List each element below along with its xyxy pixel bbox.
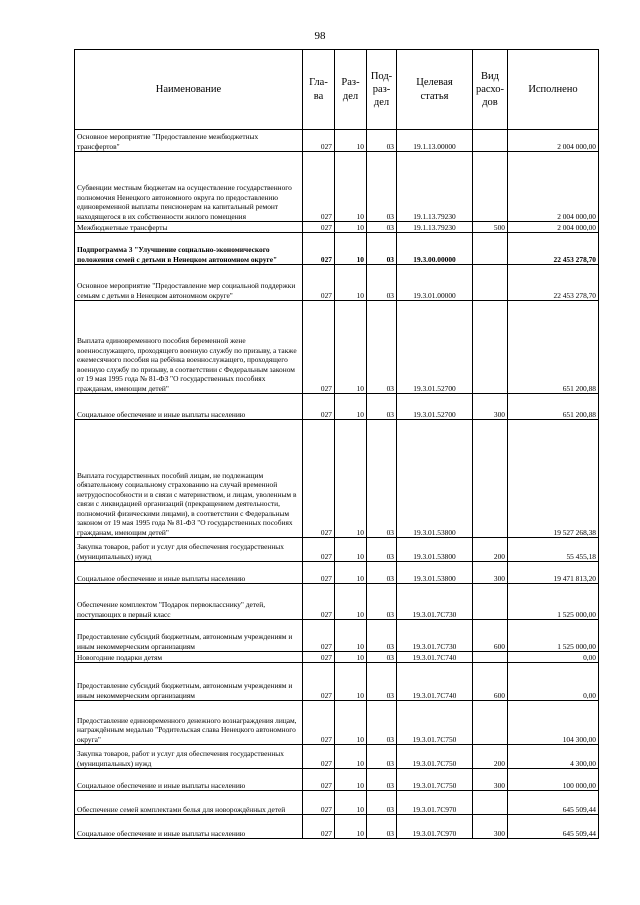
row-target-article: 19.3.01.7С730 xyxy=(397,584,473,620)
row-executed: 645 509,44 xyxy=(508,791,599,815)
row-subsection: 03 xyxy=(367,652,397,663)
table-row xyxy=(75,769,599,791)
row-target-article: 19.3.01.52700 xyxy=(397,394,473,420)
row-expense-type xyxy=(473,420,508,538)
table-row xyxy=(75,152,599,222)
col-header-name: Наименование xyxy=(75,50,303,130)
row-target-article: 19.3.01.7С740 xyxy=(397,652,473,663)
table-row xyxy=(75,562,599,584)
row-executed: 19 527 268,38 xyxy=(508,420,599,538)
row-name: Основное мероприятие "Предоставление межбюджетных трансфертов" xyxy=(75,130,303,152)
budget-table xyxy=(74,49,599,839)
row-section: 10 xyxy=(335,538,367,562)
row-chapter: 027 xyxy=(303,620,335,652)
row-expense-type xyxy=(473,152,508,222)
row-expense-type: 600 xyxy=(473,620,508,652)
row-subsection: 03 xyxy=(367,791,397,815)
row-section: 10 xyxy=(335,420,367,538)
row-executed: 1 525 000,00 xyxy=(508,584,599,620)
row-section: 10 xyxy=(335,233,367,265)
table-row xyxy=(75,620,599,652)
row-target-article: 19.1.13.79230 xyxy=(397,152,473,222)
row-executed: 0,00 xyxy=(508,663,599,701)
row-name: Социальное обеспечение и иные выплаты населению xyxy=(75,394,303,420)
row-subsection: 03 xyxy=(367,420,397,538)
col-header-chapter: Гла- ва xyxy=(303,50,335,130)
row-chapter: 027 xyxy=(303,791,335,815)
table-body xyxy=(75,130,599,839)
row-section: 10 xyxy=(335,663,367,701)
row-name: Выплата единовременного пособия беременной жене военнослужащего, проходящего военную службу по призыву, а также ежемесячного пособия на ребёнка военнослужащего, проходящего военную службу по призыву, в соответствии с Федеральным законом от 19 мая 1995 года № 81-ФЗ "О государственных пособиях гражданам, имеющим детей" xyxy=(75,301,303,394)
row-expense-type xyxy=(473,265,508,301)
row-expense-type: 200 xyxy=(473,538,508,562)
row-target-article: 19.3.01.7С750 xyxy=(397,769,473,791)
table-row xyxy=(75,420,599,538)
row-target-article: 19.3.01.00000 xyxy=(397,265,473,301)
row-expense-type xyxy=(473,584,508,620)
row-name: Подпрограмма 3 "Улучшение социально-экономического положения семей с детьми в Ненецком автономном округе" xyxy=(75,233,303,265)
col-header-subsection: Под- раз- дел xyxy=(367,50,397,130)
row-chapter: 027 xyxy=(303,769,335,791)
table-row xyxy=(75,233,599,265)
row-section: 10 xyxy=(335,394,367,420)
row-target-article: 19.1.13.79230 xyxy=(397,222,473,233)
row-name: Закупка товаров, работ и услуг для обеспечения государственных (муниципальных) нужд xyxy=(75,745,303,769)
row-expense-type xyxy=(473,233,508,265)
table-row xyxy=(75,584,599,620)
col-header-executed: Исполнено xyxy=(508,50,599,130)
row-expense-type xyxy=(473,701,508,745)
row-subsection: 03 xyxy=(367,584,397,620)
row-subsection: 03 xyxy=(367,769,397,791)
row-target-article: 19.3.01.7С970 xyxy=(397,815,473,839)
col-header-target: Целевая статья xyxy=(397,50,473,130)
table-row xyxy=(75,265,599,301)
row-chapter: 027 xyxy=(303,265,335,301)
row-section: 10 xyxy=(335,265,367,301)
row-expense-type xyxy=(473,301,508,394)
row-subsection: 03 xyxy=(367,620,397,652)
row-target-article: 19.3.01.7С730 xyxy=(397,620,473,652)
table-row xyxy=(75,538,599,562)
col-header-section: Раз- дел xyxy=(335,50,367,130)
row-chapter: 027 xyxy=(303,538,335,562)
row-name: Новогодние подарки детям xyxy=(75,652,303,663)
row-subsection: 03 xyxy=(367,701,397,745)
row-name: Социальное обеспечение и иные выплаты населению xyxy=(75,815,303,839)
row-section: 10 xyxy=(335,222,367,233)
table-row xyxy=(75,301,599,394)
row-executed: 645 509,44 xyxy=(508,815,599,839)
row-executed: 651 200,88 xyxy=(508,394,599,420)
row-chapter: 027 xyxy=(303,420,335,538)
table-row xyxy=(75,663,599,701)
row-name: Субвенции местным бюджетам на осуществление государственного полномочия Ненецкого автономного округа по предоставлению единовременной выплаты пенсионерам на капитальный ремонт находящегося в их собственности жилого помещения xyxy=(75,152,303,222)
row-chapter: 027 xyxy=(303,562,335,584)
row-executed: 0,00 xyxy=(508,652,599,663)
row-expense-type xyxy=(473,130,508,152)
row-executed: 55 455,18 xyxy=(508,538,599,562)
row-subsection: 03 xyxy=(367,538,397,562)
row-target-article: 19.3.00.00000 xyxy=(397,233,473,265)
row-section: 10 xyxy=(335,769,367,791)
table-row xyxy=(75,701,599,745)
page-number: 98 xyxy=(314,30,326,42)
row-chapter: 027 xyxy=(303,152,335,222)
row-expense-type: 500 xyxy=(473,222,508,233)
row-subsection: 03 xyxy=(367,815,397,839)
row-name: Основное мероприятие "Предоставление мер социальной поддержки семьям с детьми в Ненецком автономном округе" xyxy=(75,265,303,301)
row-expense-type: 300 xyxy=(473,815,508,839)
row-target-article: 19.3.01.7С750 xyxy=(397,701,473,745)
row-section: 10 xyxy=(335,152,367,222)
table-row xyxy=(75,652,599,663)
row-section: 10 xyxy=(335,562,367,584)
row-target-article: 19.3.01.7С750 xyxy=(397,745,473,769)
row-chapter: 027 xyxy=(303,815,335,839)
row-section: 10 xyxy=(335,620,367,652)
table-row xyxy=(75,394,599,420)
row-name: Социальное обеспечение и иные выплаты населению xyxy=(75,769,303,791)
row-executed: 4 300,00 xyxy=(508,745,599,769)
row-target-article: 19.3.01.7С740 xyxy=(397,663,473,701)
row-executed: 2 004 000,00 xyxy=(508,222,599,233)
row-expense-type: 200 xyxy=(473,745,508,769)
table-row xyxy=(75,815,599,839)
row-subsection: 03 xyxy=(367,222,397,233)
row-executed: 1 525 000,00 xyxy=(508,620,599,652)
row-executed: 2 004 000,00 xyxy=(508,152,599,222)
table-row xyxy=(75,130,599,152)
row-executed: 104 300,00 xyxy=(508,701,599,745)
row-section: 10 xyxy=(335,584,367,620)
row-expense-type: 300 xyxy=(473,562,508,584)
row-executed: 22 453 278,70 xyxy=(508,233,599,265)
row-section: 10 xyxy=(335,701,367,745)
table-row xyxy=(75,745,599,769)
row-chapter: 027 xyxy=(303,652,335,663)
row-name: Выплата государственных пособий лицам, не подлежащим обязательному социальному страхованию на случай временной нетрудоспособности и в связи с материнством, и лицам, уволенным в связи с ликвидацией организаций (прекращением деятельности, полномочий физическими лицами), в соответствии с Федеральным законом от 19 мая 1995 года № 81-ФЗ "О государственных пособиях гражданам, имеющим детей" xyxy=(75,420,303,538)
row-expense-type: 300 xyxy=(473,394,508,420)
row-name: Социальное обеспечение и иные выплаты населению xyxy=(75,562,303,584)
row-subsection: 03 xyxy=(367,265,397,301)
row-chapter: 027 xyxy=(303,584,335,620)
row-subsection: 03 xyxy=(367,663,397,701)
row-chapter: 027 xyxy=(303,301,335,394)
row-target-article: 19.3.01.7С970 xyxy=(397,791,473,815)
row-expense-type: 600 xyxy=(473,663,508,701)
row-chapter: 027 xyxy=(303,222,335,233)
row-name: Закупка товаров, работ и услуг для обеспечения государственных (муниципальных) нужд xyxy=(75,538,303,562)
row-name: Предоставление субсидий бюджетным, автономным учреждениям и иным некоммерческим организациям xyxy=(75,620,303,652)
row-subsection: 03 xyxy=(367,394,397,420)
row-section: 10 xyxy=(335,745,367,769)
row-section: 10 xyxy=(335,815,367,839)
row-subsection: 03 xyxy=(367,152,397,222)
row-subsection: 03 xyxy=(367,745,397,769)
table-row xyxy=(75,222,599,233)
row-chapter: 027 xyxy=(303,663,335,701)
row-name: Обеспечение комплектом "Подарок первокласснику" детей, поступающих в первый класс xyxy=(75,584,303,620)
row-chapter: 027 xyxy=(303,130,335,152)
row-executed: 100 000,00 xyxy=(508,769,599,791)
row-target-article: 19.3.01.53800 xyxy=(397,562,473,584)
table-row xyxy=(75,791,599,815)
col-header-exp-type: Вид расхо- дов xyxy=(473,50,508,130)
row-target-article: 19.3.01.53800 xyxy=(397,420,473,538)
row-executed: 651 200,88 xyxy=(508,301,599,394)
row-subsection: 03 xyxy=(367,233,397,265)
row-name: Предоставление единовременного денежного вознаграждения лицам, награждённым медалью "Родительская слава Ненецкого автономного округа" xyxy=(75,701,303,745)
row-section: 10 xyxy=(335,130,367,152)
row-executed: 2 004 000,00 xyxy=(508,130,599,152)
row-expense-type: 300 xyxy=(473,769,508,791)
row-expense-type xyxy=(473,652,508,663)
row-chapter: 027 xyxy=(303,701,335,745)
row-subsection: 03 xyxy=(367,301,397,394)
row-name: Межбюджетные трансферты xyxy=(75,222,303,233)
row-expense-type xyxy=(473,791,508,815)
row-section: 10 xyxy=(335,652,367,663)
row-chapter: 027 xyxy=(303,394,335,420)
row-name: Обеспечение семей комплектами белья для новорождённых детей xyxy=(75,791,303,815)
row-target-article: 19.3.01.53800 xyxy=(397,538,473,562)
row-name: Предоставление субсидий бюджетным, автономным учреждениям и иным некоммерческим организациям xyxy=(75,663,303,701)
row-executed: 22 453 278,70 xyxy=(508,265,599,301)
row-subsection: 03 xyxy=(367,562,397,584)
row-target-article: 19.3.01.52700 xyxy=(397,301,473,394)
header-row xyxy=(75,50,599,130)
row-executed: 19 471 813,20 xyxy=(508,562,599,584)
row-section: 10 xyxy=(335,301,367,394)
row-target-article: 19.1.13.00000 xyxy=(397,130,473,152)
row-section: 10 xyxy=(335,791,367,815)
row-chapter: 027 xyxy=(303,745,335,769)
row-chapter: 027 xyxy=(303,233,335,265)
row-subsection: 03 xyxy=(367,130,397,152)
